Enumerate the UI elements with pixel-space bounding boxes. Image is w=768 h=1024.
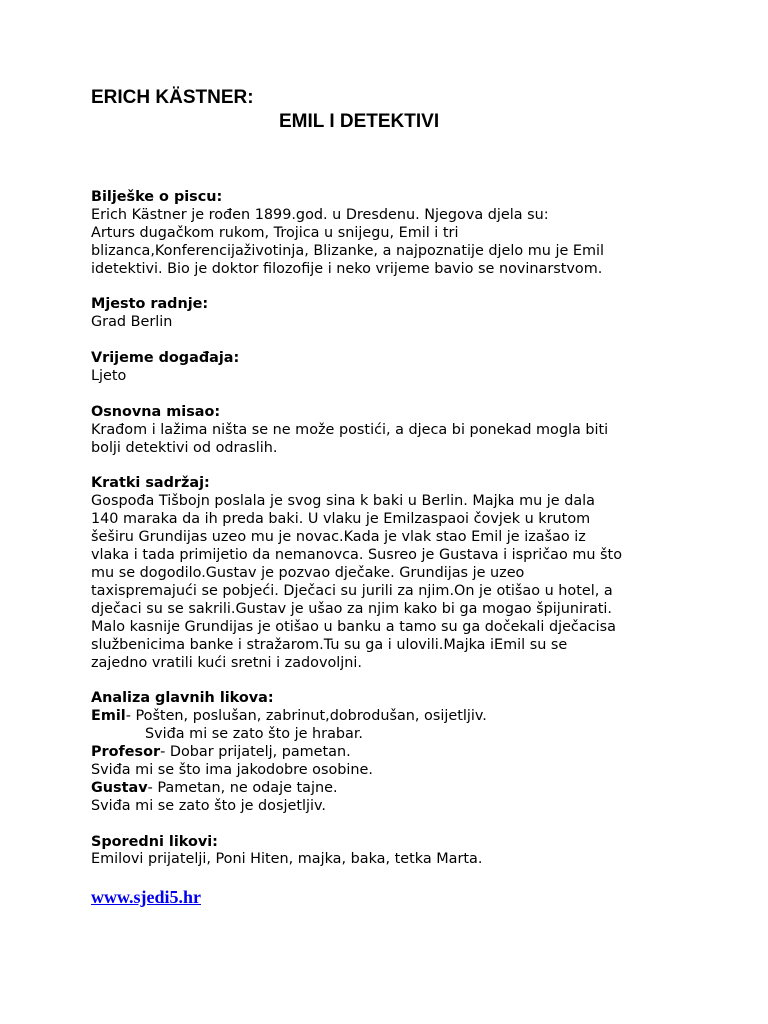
summary-line: vlaka i tada primijetio da nemanovca. Susreo je Gustava i ispričao mu što	[91, 547, 622, 564]
character-profesor	[91, 744, 691, 762]
summary-line: dječaci su se sakrili.Gustav je ušao za njim kako bi ga mogao špijunirati.	[91, 600, 612, 617]
summary-line: Gospođa Tišbojn poslala je svog sina k baki u Berlin. Majka mu je dala	[91, 493, 595, 510]
summary-line: 140 maraka da ih preda baki. U vlaku je Emilzaspaoi čovjek u krutom	[91, 511, 591, 528]
summary-line: mu se dogodilo.Gustav je pozvao dječake. Grundijas je uzeo	[91, 564, 525, 581]
biography-line: Erich Kästner je rođen 1899.god. u Dresdenu. Njegova djela su:	[91, 206, 549, 223]
character-traits: - Pametan, ne odaje tajne.	[147, 779, 338, 796]
character-emil	[91, 708, 691, 726]
minor-characters-text: Emilovi prijatelji, Poni Hiten, majka, baka, tetka Marta.	[91, 851, 483, 868]
summary-line: taxispremajući se pobjeći. Dječaci su jurili za njim.On je otišao u hotel, a	[91, 582, 613, 599]
theme-section	[91, 404, 691, 458]
characters-heading: Analiza glavnih likova:	[91, 690, 274, 707]
biography-heading: Bilješke o piscu:	[91, 189, 223, 205]
author-heading: ERICH KÄSTNER:	[91, 87, 254, 108]
theme-line: bolji detektivi od odraslih.	[91, 439, 278, 456]
summary-line: zajedno vratili kući sretni i zadovoljni.	[91, 654, 362, 671]
character-traits: - Pošten, poslušan, zabrinut,dobrodušan, osijetljiv.	[125, 708, 487, 725]
characters-section	[91, 690, 691, 815]
website-link[interactable]: www.sjedi5.hr	[91, 887, 202, 908]
biography-line: idetektivi. Bio je doktor filozofije i neko vrijeme bavio se novinarstvom.	[91, 260, 603, 277]
document-body	[91, 189, 691, 869]
document-page	[91, 86, 691, 908]
theme-line: Krađom i lažima ništa se ne može postići, a djeca bi ponekad mogla biti	[91, 421, 609, 438]
character-comment: Sviđa mi se zato što je dosjetljiv.	[91, 797, 326, 814]
character-gustav	[91, 780, 691, 798]
biography-line: Arturs dugačkom rukom, Trojica u snijegu, Emil i tri	[91, 224, 459, 241]
time-text: Ljeto	[91, 368, 127, 385]
place-text: Grad Berlin	[91, 314, 173, 331]
summary-heading: Kratki sadržaj:	[91, 475, 210, 492]
character-name: Emil	[91, 708, 126, 725]
summary-line: službenicima banke i stražarom.Tu su ga i ulovili.Majka iEmil su se	[91, 636, 568, 653]
biography-section	[91, 189, 691, 279]
summary-section	[91, 475, 691, 672]
minor-characters-section	[91, 834, 691, 870]
character-comment: Sviđa mi se zato što je hrabar.	[145, 726, 364, 743]
character-traits: - Dobar prijatelj, pametan.	[160, 744, 351, 761]
character-name: Profesor	[91, 744, 161, 761]
minor-characters-heading: Sporedni likovi:	[91, 833, 218, 850]
biography-line: blizanca,Konferencijaživotinja, Blizanke, a najpoznatije djelo mu je Emil	[91, 242, 605, 259]
book-title: EMIL I DETEKTIVI	[279, 111, 440, 132]
summary-line: Malo kasnije Grundijas je otišao u banku a tamo su ga dočekali dječacisa	[91, 618, 616, 635]
character-comment: Sviđa mi se što ima jakodobre osobine.	[91, 761, 373, 778]
time-heading: Vrijeme događaja:	[91, 350, 240, 367]
place-section	[91, 296, 691, 332]
theme-heading: Osnovna misao:	[91, 403, 221, 420]
character-name: Gustav	[91, 779, 148, 796]
time-section	[91, 350, 691, 386]
summary-line: šeširu Grundijas uzeo mu je novac.Kada je vlak stao Emil je izašao iz	[91, 529, 586, 546]
place-heading: Mjesto radnje:	[91, 296, 209, 313]
